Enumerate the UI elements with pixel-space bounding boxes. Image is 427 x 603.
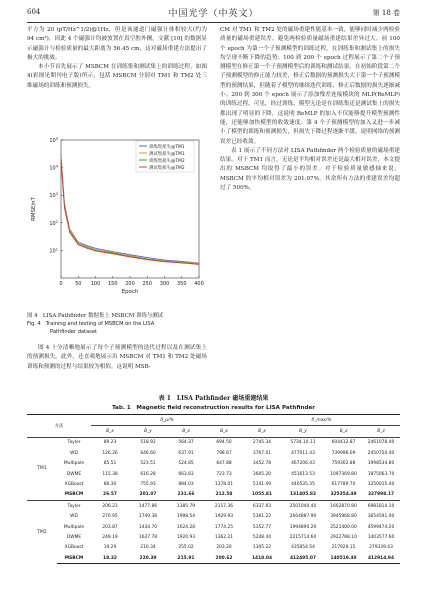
value-cell: 524.85	[178, 461, 194, 467]
value-cell: 3452.78	[252, 461, 272, 467]
value-cell: 564.37	[167, 437, 205, 448]
right-column	[220, 26, 400, 193]
value-cell: 2461078.40	[362, 437, 400, 448]
x-tick-label: 200	[125, 281, 135, 287]
method-cell: Taylor	[57, 501, 91, 512]
value-cell: 518.92	[129, 437, 167, 448]
value-cell: 2501040.40	[281, 501, 325, 512]
group-label: TM2	[27, 501, 57, 564]
page-number: 604	[27, 8, 41, 16]
value-cell: 2117.36	[205, 501, 243, 512]
value-cell: 3945968.80	[330, 514, 357, 520]
method-cell: DWME	[66, 534, 82, 540]
value-cell: 3767.01	[252, 450, 272, 456]
avg-error-header: δ_μ/%	[91, 415, 243, 426]
x-tick-label: 150	[107, 281, 118, 287]
value-cell: 435854.54	[291, 545, 315, 551]
value-cell: 3250015.40	[367, 482, 395, 488]
value-cell: 5734.10.11	[281, 437, 325, 448]
value-cell: 6337.63	[243, 501, 281, 512]
value-cell: 1624.28	[176, 524, 196, 530]
value-cell: 1875063.70	[367, 471, 395, 477]
table-row	[27, 459, 400, 469]
y-tick-label: $10^4$	[49, 164, 58, 172]
left-column-top	[27, 26, 207, 91]
value-cell: 231.66	[177, 492, 195, 498]
paragraph: CM 对 TM1 和 TM2 处的磁场重建性能基本一致，能够同时减少两检验质量的磁场重建误差，避免两检验质量磁场重建结果差异过大。前 100 个 epoch 为第一个子预测模型的训练过程，在训练集和测试集上的损失均呈现不断下降的趋势；100 到 200 个 epoch 过程展示了第二个子预测模型在修正第一个子预测模型后的训练和测试结果，在初始阶段第二个子预测模型的修正能力较差，修正后数据的预测损失大于第一个子预测模型的预测结果，但随着子模型的继续迭代训练，修正后数据的损失逐渐减小；200 到 300 个 epoch 展示了添加残差连接模块的 MLP(ReMLP)的训练过程，可见，经过训练，模型无论是在训练集还是测试集上的损失都出现了明显的下降，这说明 ReMLP 的加入不仅能够提升模型预测性能，还能够加快模型的收敛速度；第 4 个子预测模型的加入又进一步减小了模型的训练和预测损失，但损失下降过程逐渐平缓，说明网络的预测误差已经收敛。	[220, 27, 400, 145]
method-cell: XGBoost	[64, 545, 84, 551]
subheader-cell: B_z	[325, 426, 362, 437]
method-cell: WD	[70, 450, 78, 456]
value-cell: 1378.01	[214, 482, 234, 488]
value-cell: 115.38	[102, 471, 118, 477]
value-cell: 1477.86	[129, 501, 167, 512]
x-tick-label: 250	[142, 281, 153, 287]
value-cell: 1929.93	[214, 514, 234, 520]
value-cell: 1998.54	[176, 514, 196, 520]
figure-4-caption	[27, 312, 207, 336]
journal-title: 中国光学（中英文）	[168, 9, 259, 19]
value-cell: 1055.81	[252, 492, 272, 498]
max-error-header: δ_max/%	[243, 415, 400, 426]
y-tick-label: $10^3$	[49, 192, 58, 200]
subheader-cell: B_y	[281, 426, 325, 437]
value-cell: 440535.35	[291, 482, 315, 488]
value-cell: 18.32	[91, 553, 129, 564]
subheader-cell: B_x	[91, 426, 129, 437]
series-line	[61, 157, 199, 264]
table-1-caption-cn: 表 1 LISA Pathfinder 磁场重建结果	[158, 395, 269, 402]
value-cell: 412495.07	[281, 553, 325, 564]
value-cell: 1362.21	[214, 534, 234, 540]
value-cell: 663.83	[178, 471, 194, 477]
value-cell: 206.23	[91, 501, 129, 512]
x-tick-label: 350	[176, 281, 187, 287]
value-cell: 755.93	[140, 482, 156, 488]
legend-label: 测试集损失@TM1	[149, 151, 185, 157]
value-cell: 325354.49	[330, 492, 357, 498]
value-cell: 759302.88	[331, 461, 356, 467]
value-cell: 270.95	[102, 514, 118, 520]
value-cell: 451613.53	[291, 471, 315, 477]
value-cell: 6981814.10	[362, 501, 400, 512]
value-cell: 19.29	[103, 545, 117, 551]
table-row	[27, 469, 400, 479]
value-cell: 1998534.80	[367, 461, 395, 467]
value-cell: 140519.40	[325, 553, 362, 564]
value-cell: 467206.43	[291, 461, 315, 467]
paragraph: 表 1 展示了不同方法对 LISA Pathfinder 两个检验质量的磁场重建结果。对于 TM1 而言，无论是平均相对误差还是最大相对误差，本文提出的 MSBCM 均取得了最小的误差。对于检验质量敏感轴来说，MSBCM 的平均相对误差为 201.07%，其余所有方法的重建误差均超过了 500%。	[220, 147, 400, 192]
value-cell: 2745.34	[243, 437, 281, 448]
page-header	[0, 6, 427, 20]
value-cell: 694.50	[205, 437, 243, 448]
value-cell: 2922788.10	[330, 534, 357, 540]
paragraph: 图 4 十分清晰地展示了每个子预测模型的迭代过程以及在测试集上的预测损失。此外，还直观地展示出 MSBCM 对 TM1 和 TM2 处磁场训练和预测的过程与结果较为相似。这说明 MSB-	[27, 345, 207, 370]
issue-label: 第 18 卷	[372, 9, 400, 17]
y-axis-label: RMSE/nT	[31, 197, 37, 221]
subheader-cell: B_x	[243, 426, 281, 437]
legend-label: 测试集损失@TM2	[149, 165, 185, 171]
results-table	[27, 414, 400, 564]
value-cell: 200.62	[205, 553, 243, 564]
value-cell: 5361.22	[252, 514, 272, 520]
method-cell: Multipole	[63, 461, 85, 467]
value-cell: 3645.20	[252, 471, 272, 477]
value-cell: 1418.04	[243, 553, 281, 564]
group-label: TM1	[27, 437, 57, 500]
table-row	[27, 553, 400, 564]
method-cell: Multipole	[63, 524, 85, 530]
value-cell: 798.67	[216, 450, 232, 456]
subheader-cell: B_y	[129, 426, 167, 437]
value-cell: 2664887.90	[289, 514, 317, 520]
value-cell: 201.07	[139, 492, 157, 498]
table-row	[27, 532, 400, 542]
value-cell: 1385.79	[167, 501, 205, 512]
legend-label: 训练集损失@TM2	[149, 158, 185, 164]
subheader-cell: B_x	[205, 426, 243, 437]
y-tick-label: $10^1$	[49, 247, 58, 255]
table-row	[27, 437, 400, 448]
x-axis-label: Epoch	[121, 289, 139, 295]
value-cell: 279339.43	[369, 545, 393, 551]
value-cell: 4599474.20	[367, 524, 395, 530]
value-cell: 217929.15	[331, 545, 356, 551]
value-cell: 210.34	[140, 545, 156, 551]
series-line	[61, 159, 199, 264]
method-cell: WD	[70, 514, 78, 520]
value-cell: 617789.70	[331, 482, 356, 488]
value-cell: 220.39	[129, 553, 167, 564]
value-cell: 477011.43	[291, 450, 315, 456]
value-cell: 723.73	[216, 471, 232, 477]
value-cell: 1602870.80	[325, 501, 362, 512]
table-row	[27, 543, 400, 553]
method-cell: MSBCM	[57, 553, 91, 564]
table-1-caption-en: Tab. 1 Magnetic field reconstruction results for LISA Pathfinder	[111, 405, 316, 411]
value-cell: 1994890.20	[289, 524, 317, 530]
value-cell: 131405.82	[289, 492, 317, 498]
paragraph: 平方为 20 (pT/Hz^1/2)@1Hz，但是该通道门磁强计体积较大(约为 94 cm³)，因此 4 个磁强计均被放置在真空腔外侧。文献 [10] 的数据显示磁强计与检验质量的最大距离为 56.45 cm，这对磁场重建方法提出了极大的挑战。	[27, 27, 207, 61]
x-tick-label: 0	[59, 281, 63, 287]
table-row	[27, 490, 400, 501]
x-tick-label: 400	[194, 281, 204, 287]
value-cell: 646.60	[140, 450, 156, 456]
value-cell: 1434.70	[138, 524, 158, 530]
value-cell: 86.30	[103, 482, 117, 488]
value-cell: 1097369.80	[330, 471, 357, 477]
value-cell: 5141.49	[252, 482, 272, 488]
value-cell: 327898.17	[367, 492, 395, 498]
table-row	[27, 501, 400, 512]
y-tick-label: $10^2$	[49, 219, 58, 227]
value-cell: 215.91	[167, 553, 205, 564]
subheader-cell: B_z	[362, 426, 400, 437]
y-tick-label: $10^5$	[49, 137, 58, 144]
table-row	[27, 512, 400, 522]
value-cell: 5248.44	[252, 534, 272, 540]
caption-cn: 图 4 LISA Pathfinder 数据集上 MSBCM 训练与测试	[27, 313, 164, 319]
left-column-bottom	[27, 344, 207, 372]
header-rule	[27, 22, 400, 23]
value-cell: 1403577.60	[367, 534, 395, 540]
x-tick-label: 300	[159, 281, 170, 287]
loss-chart	[27, 130, 207, 305]
value-cell: 255.02	[178, 545, 194, 551]
value-cell: 1774.25	[214, 524, 234, 530]
value-cell: 203.20	[216, 545, 232, 551]
x-tick-label: 100	[90, 281, 101, 287]
value-cell: 5352.77	[252, 524, 272, 530]
method-cell: Taylor	[57, 437, 91, 448]
method-cell: DWME	[66, 471, 82, 477]
value-cell: 249.19	[102, 534, 118, 540]
value-cell: 2215714.60	[289, 534, 317, 540]
table-row	[27, 448, 400, 458]
caption-en-line1: Fig. 4 Training and testing of MSBCM on the LISA	[27, 321, 155, 327]
value-cell: 2521400.00	[330, 524, 357, 530]
caption-en-line2: Pathfinder dataset	[50, 329, 97, 335]
value-cell: 412914.94	[362, 553, 400, 564]
value-cell: 26.57	[103, 492, 117, 498]
value-cell: 637.91	[178, 450, 194, 456]
value-cell: 523.51	[140, 461, 156, 467]
value-cell: 604412.87	[325, 437, 362, 448]
value-cell: 126.26	[102, 450, 118, 456]
table-row	[27, 479, 400, 489]
series-line	[61, 161, 199, 265]
value-cell: 884.03	[178, 482, 194, 488]
table-row	[27, 522, 400, 532]
value-cell: 89.23	[91, 437, 129, 448]
value-cell: 739996.09	[331, 450, 356, 456]
value-cell: 1920.93	[176, 534, 196, 540]
legend-label: 训练集损失@TM1	[149, 144, 185, 150]
subheader-cell: B_z	[167, 426, 205, 437]
figure-4	[27, 130, 207, 305]
method-cell: XGBoost	[64, 482, 84, 488]
value-cell: 212.58	[215, 492, 233, 498]
value-cell: 2450750.40	[367, 450, 395, 456]
value-cell: 3654591.40	[367, 514, 395, 520]
value-cell: 203.87	[102, 524, 118, 530]
value-cell: 647.88	[216, 461, 232, 467]
value-cell: 1627.78	[138, 534, 158, 540]
x-tick-label: 50	[75, 281, 82, 287]
value-cell: 85.51	[103, 461, 117, 467]
paragraph: 本小节首先展示了 MSBCM 在训练集和测试集上的训练过程，如图 4(彩图见期刊电子版)所示，包括 MSBCM 分别对 TM1 和 TM2 处三维磁场的训练和预测损失。	[27, 64, 207, 89]
value-cell: 1749.38	[138, 514, 158, 520]
value-cell: 616.28	[140, 471, 156, 477]
value-cell: 1305.22	[252, 545, 272, 551]
method-cell: MSBCM	[64, 492, 84, 498]
method-header: 方法	[27, 415, 91, 438]
